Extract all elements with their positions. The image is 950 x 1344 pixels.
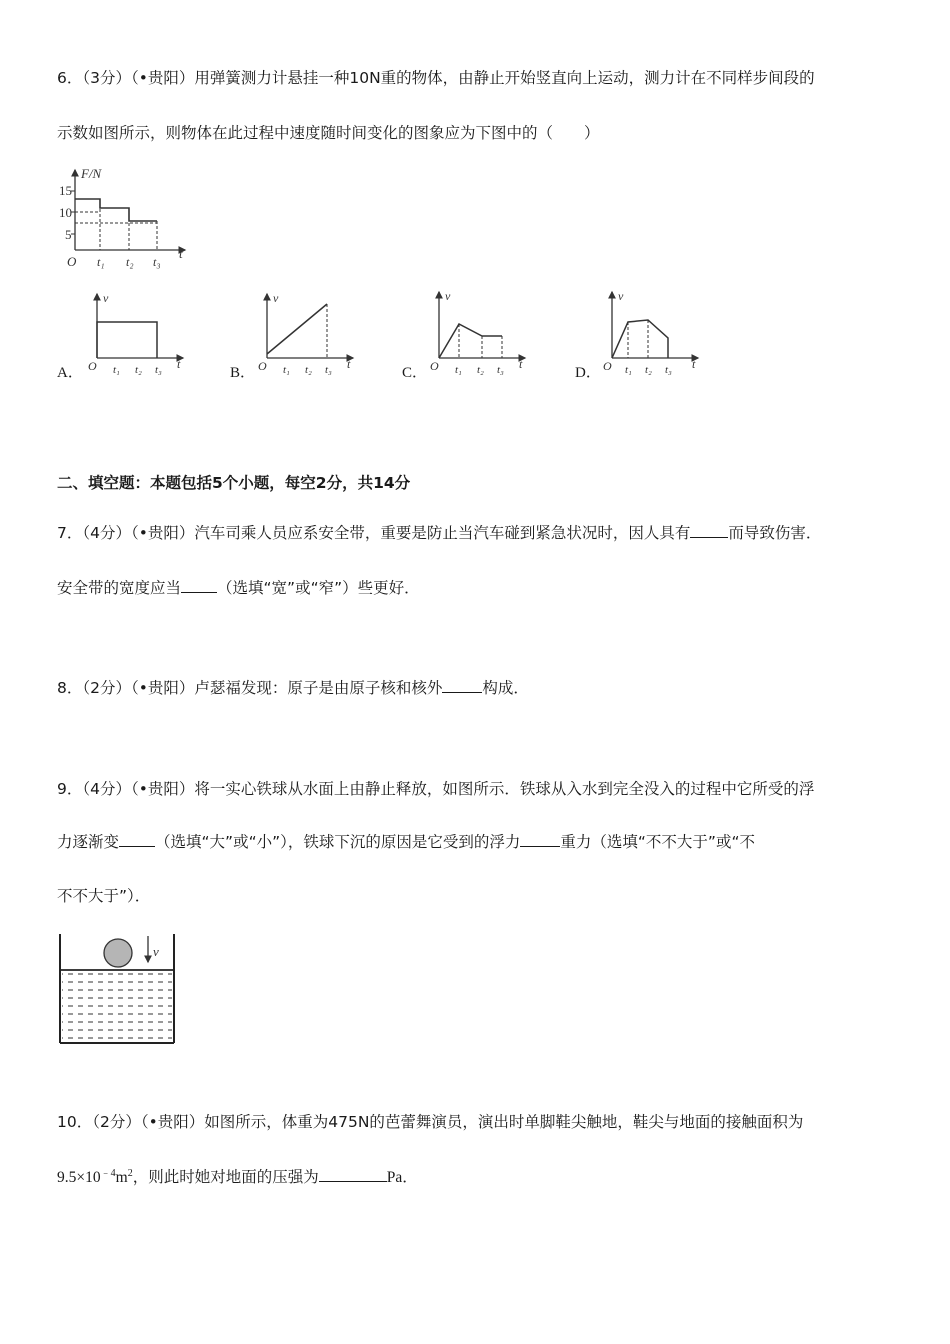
- q6-line-2: 示数如图所示，则物体在此过程中速度随时间变化的图象应为下图中的（ ）: [57, 124, 600, 142]
- svg-text:O: O: [603, 359, 612, 373]
- q7-line-1: 7．（4分）（•贵阳）汽车司乘人员应系安全带，重要是防止当汽车碰到紧急状况时，因人具有 而导致伤害．: [57, 524, 822, 542]
- svg-text:t₁: t₁: [625, 364, 632, 375]
- svg-text:t₂: t₂: [305, 364, 312, 375]
- svg-text:t₃: t₃: [155, 364, 162, 375]
- option-b-label[interactable]: B．: [230, 365, 256, 381]
- option-c-graph[interactable]: [427, 288, 532, 375]
- svg-text:t₁: t₁: [113, 364, 120, 375]
- q6-ytick-10: 10: [59, 205, 72, 220]
- svg-text:v: v: [103, 291, 109, 305]
- svg-text:t: t: [692, 357, 696, 371]
- svg-text:t₂: t₂: [645, 364, 652, 375]
- svg-text:O: O: [88, 359, 97, 373]
- option-a-label[interactable]: A．: [57, 365, 83, 381]
- option-d-label[interactable]: D．: [575, 365, 601, 381]
- q9-water-container-figure: [57, 930, 182, 1048]
- q10-line-2: $9.5\times 10^{﹣4}m^2$，则此时她对地面的压强为 Pa．: [57, 1168, 418, 1187]
- q9-blank-2[interactable]: [520, 832, 560, 847]
- q9-line-1: 9．（4分）（•贵阳）将一实心铁球从水面上由静止释放，如图所示．铁球从入水到完全没入的过程中它所受的浮: [57, 780, 815, 798]
- q10-line-1: 10．（2分）（•贵阳）如图所示，体重为475N的芭蕾舞演员，演出时单脚鞋尖触地，鞋尖与地面的接触面积为: [57, 1113, 804, 1131]
- option-a-graph[interactable]: [85, 290, 190, 375]
- svg-text:t₃: t₃: [665, 364, 672, 375]
- svg-text:O: O: [430, 359, 439, 373]
- svg-text:t₂: t₂: [135, 364, 142, 375]
- svg-text:t: t: [519, 357, 523, 371]
- section-2-heading: 二、填空题：本题包括5个小题，每空2分，共14分: [57, 474, 411, 492]
- svg-text:t₂: t₂: [477, 364, 484, 375]
- q10-blank-1[interactable]: [319, 1167, 387, 1182]
- q6-ylabel: F/N: [81, 166, 102, 181]
- svg-text:t₁: t₁: [455, 364, 462, 375]
- option-b-graph[interactable]: [255, 290, 360, 375]
- q6-xtick-t1: t₁: [97, 255, 105, 269]
- svg-text:t: t: [177, 357, 181, 371]
- q6-xtick-t2: t₂: [126, 255, 134, 269]
- svg-text:v: v: [618, 289, 624, 303]
- option-d-graph[interactable]: [600, 288, 705, 375]
- iron-ball: [104, 939, 132, 967]
- q8-line-1: 8．（2分）（•贵阳）卢瑟福发现：原子是由原子核和核外 构成．: [57, 679, 529, 697]
- option-c-label[interactable]: C．: [402, 365, 428, 381]
- svg-text:v: v: [445, 289, 451, 303]
- q8-blank-1[interactable]: [442, 678, 482, 693]
- q9-velocity-label: v: [153, 944, 159, 959]
- q7-blank-1[interactable]: [690, 523, 728, 538]
- q7-blank-2[interactable]: [181, 578, 217, 593]
- q6-xtick-t3: t₃: [153, 255, 161, 269]
- q6-ytick-5: 5: [65, 227, 72, 242]
- svg-text:t₁: t₁: [283, 364, 290, 375]
- svg-text:t: t: [347, 357, 351, 371]
- q9-line-2: 力逐渐变 （选填“大”或“小”），铁球下沉的原因是它受到的浮力 重力（选填“不不大于”或“不: [57, 833, 755, 851]
- svg-text:t₃: t₃: [325, 364, 332, 375]
- q6-line-1: 6．（3分）（•贵阳）用弹簧测力计悬挂一种10N重的物体，由静止开始竖直向上运动，测力计在不同样步间段的: [57, 69, 815, 87]
- q6-force-time-graph: [57, 165, 192, 270]
- svg-text:O: O: [258, 359, 267, 373]
- q6-ytick-15: 15: [59, 183, 72, 198]
- svg-text:t₃: t₃: [497, 364, 504, 375]
- svg-text:v: v: [273, 291, 279, 305]
- q9-blank-1[interactable]: [119, 832, 155, 847]
- q6-xlabel: t: [179, 246, 183, 261]
- q9-line-3: 不不大于”）．: [57, 887, 151, 905]
- q6-origin: O: [67, 254, 77, 269]
- q7-line-2: 安全带的宽度应当 （选填“宽”或“窄”）些更好．: [57, 579, 420, 597]
